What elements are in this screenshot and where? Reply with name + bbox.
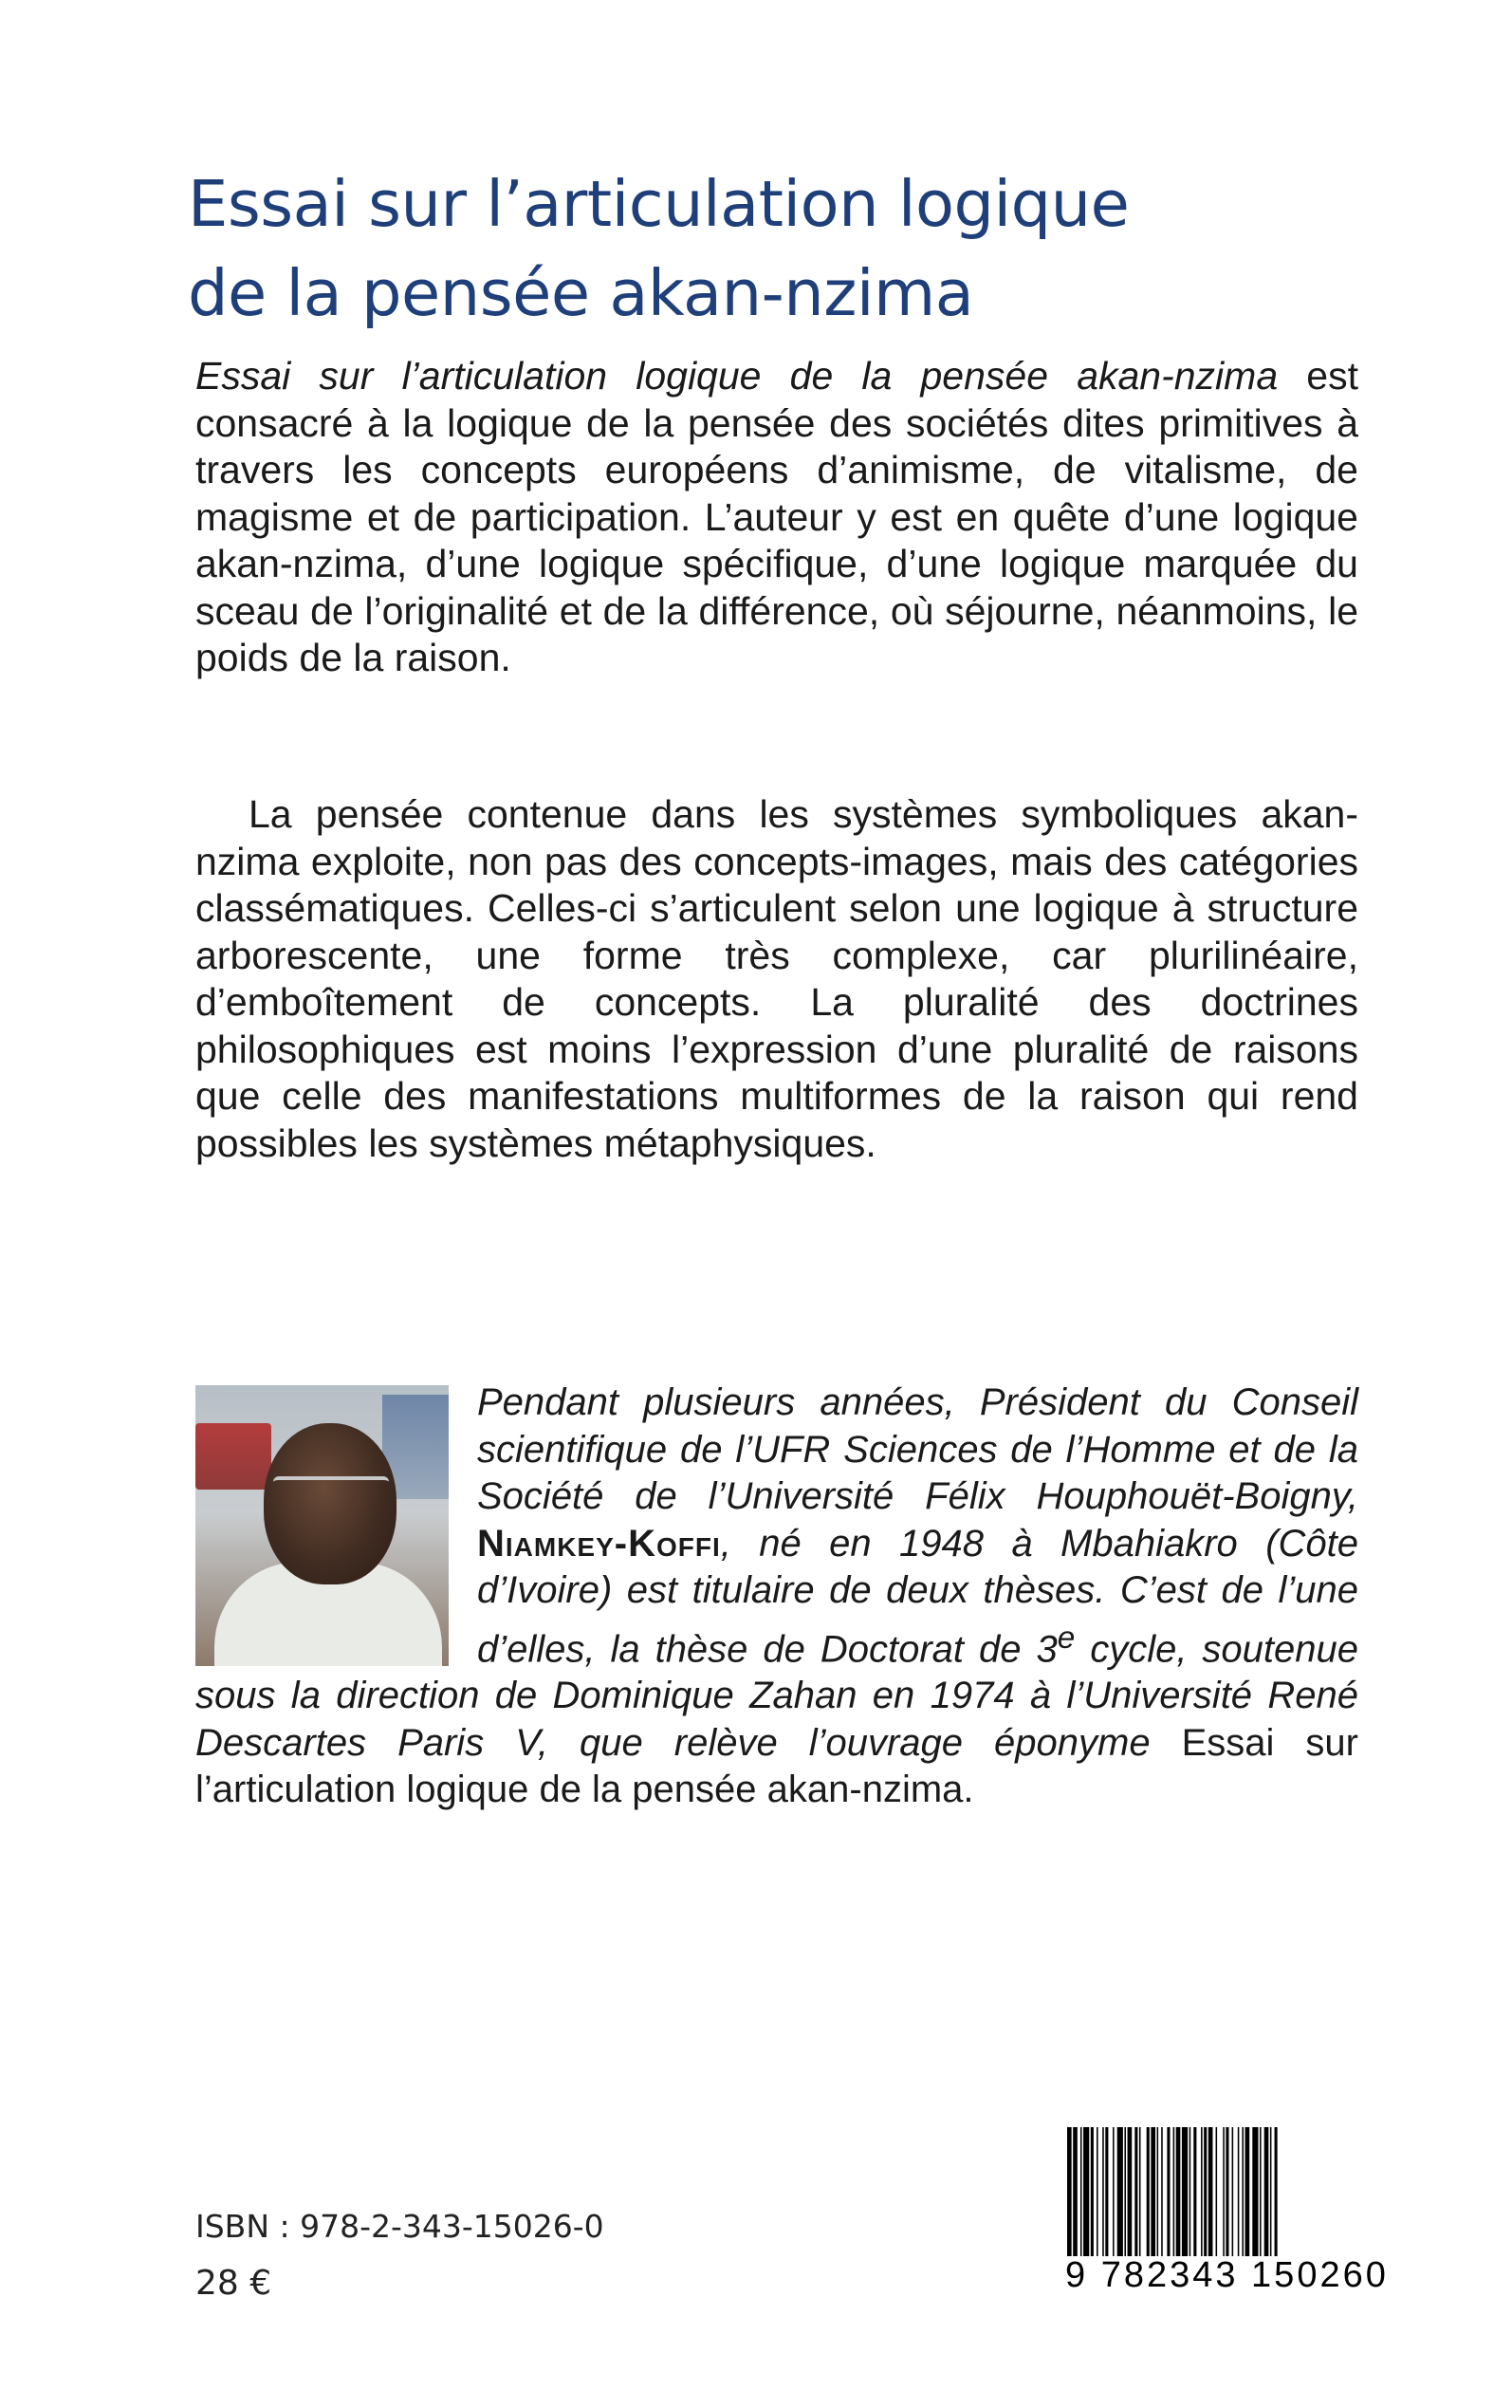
barcode-bar (1105, 2127, 1108, 2260)
barcode-digits: 9 782343 150260 (1065, 2255, 1389, 2295)
barcode-bar (1102, 2127, 1104, 2260)
barcode-bar (1264, 2127, 1269, 2260)
author-bio-text-2: , né en 1948 à Mbahiakro (Côte d’Ivoire) est titulaire de deux thèses. C’est de l’une d’elles, la thèse de Doctorat de 3 (477, 1522, 1358, 1670)
barcode-bar (1260, 2127, 1262, 2260)
title-line-2: de la pensée akan-nzima (188, 256, 974, 330)
book-title (188, 159, 1364, 338)
barcode-bar (1157, 2127, 1159, 2260)
barcode-bar (1134, 2127, 1137, 2260)
barcode-bar (1226, 2127, 1228, 2260)
barcode-bar (1275, 2127, 1278, 2260)
barcode-bar (1083, 2127, 1089, 2260)
price-label: 28 € (195, 2264, 272, 2303)
barcode-bar (1073, 2127, 1078, 2260)
barcode-bar (1208, 2127, 1213, 2260)
barcode-bar (1167, 2127, 1170, 2260)
title-line-1: Essai sur l’articulation logique (188, 167, 1130, 241)
barcode-bar (1201, 2127, 1203, 2260)
author-bio-text-1: Pendant plusieurs années, Président du Conseil scientifique de l’UFR Sciences de l’Homme et de la Société de l’Université Félix Houphouët-Boigny, (477, 1381, 1358, 1517)
author-bio-end: . (963, 1769, 974, 1811)
barcode-bar (1193, 2127, 1196, 2260)
author-portrait-icon (195, 1385, 449, 1666)
barcode-bar (1270, 2127, 1272, 2260)
barcode-bar (1252, 2127, 1258, 2260)
barcode-bar (1147, 2127, 1150, 2260)
barcode-bar (1176, 2127, 1181, 2260)
barcode-bar (1097, 2127, 1098, 2260)
barcode-bar (1067, 2127, 1072, 2260)
barcode-bar (1204, 2127, 1207, 2260)
barcode-bar (1128, 2127, 1133, 2260)
author-bio-superscript: e (1057, 1620, 1076, 1656)
author-bio-book-title: Essai sur l’articulation logique de la pensée akan-nzima (195, 1721, 1358, 1811)
barcode-bar (1161, 2127, 1163, 2260)
summary-paragraph-2: La pensée contenue dans les systèmes symboliques akan-nzima exploite, non pas des concepts-images, mais des catégories classématiques. Celles-ci s’articulent selon une logique à structure arborescente, une forme très complexe, car plurilinéaire, d’emboîtement de concepts. La pluralité des doctrines philosophiques est moins l’expression d’une pluralité de raisons que celle des manifestations multiformes de la raison qui rend possibles les systèmes métaphysiques. (195, 792, 1358, 1165)
barcode-bar (1232, 2127, 1234, 2260)
barcode-bar (1189, 2127, 1191, 2260)
barcode-bar (1223, 2127, 1225, 2260)
summary-book-title: Essai sur l’articulation logique de la pensée akan-nzima (195, 354, 1279, 398)
barcode-bar (1173, 2127, 1175, 2260)
barcode-bar (1242, 2127, 1244, 2260)
summary-paragraph-1 (195, 353, 1358, 682)
barcode-bar (1216, 2127, 1218, 2260)
summary-paragraph-1-text: est consacré à la logique de la pensée des sociétés dites primitives à travers les concepts européens d’animisme, de vitalisme, de magisme et de participation. L’auteur y est en quête d’une logique akan-nzima, d’une logique spécifique, d’une logique marquée du sceau de l’originalité et de la différence, où séjourne, néanmoins, le poids de la raison. (195, 354, 1358, 679)
barcode-bar (1124, 2127, 1126, 2260)
barcode-bar (1080, 2127, 1082, 2260)
barcode-bar (1238, 2127, 1240, 2260)
author-bio (195, 1380, 1358, 1814)
barcode-bar (1117, 2127, 1123, 2260)
barcode-bar (1113, 2127, 1115, 2260)
barcode-bar (1091, 2127, 1094, 2260)
author-bio-text-3: cycle, soutenue sous la direction de Dominique Zahan en 1974 à l’Université René Descartes Paris V, que relève l’ouvrage éponyme (195, 1627, 1358, 1764)
barcode-bar (1182, 2127, 1188, 2260)
barcode-bar (1139, 2127, 1141, 2260)
isbn-label: ISBN : 978-2-343-15026-0 (195, 2208, 604, 2245)
author-name: Niamkey-Koffi (477, 1522, 721, 1565)
barcode-bar (1245, 2127, 1250, 2260)
barcode-bar (1151, 2127, 1155, 2260)
